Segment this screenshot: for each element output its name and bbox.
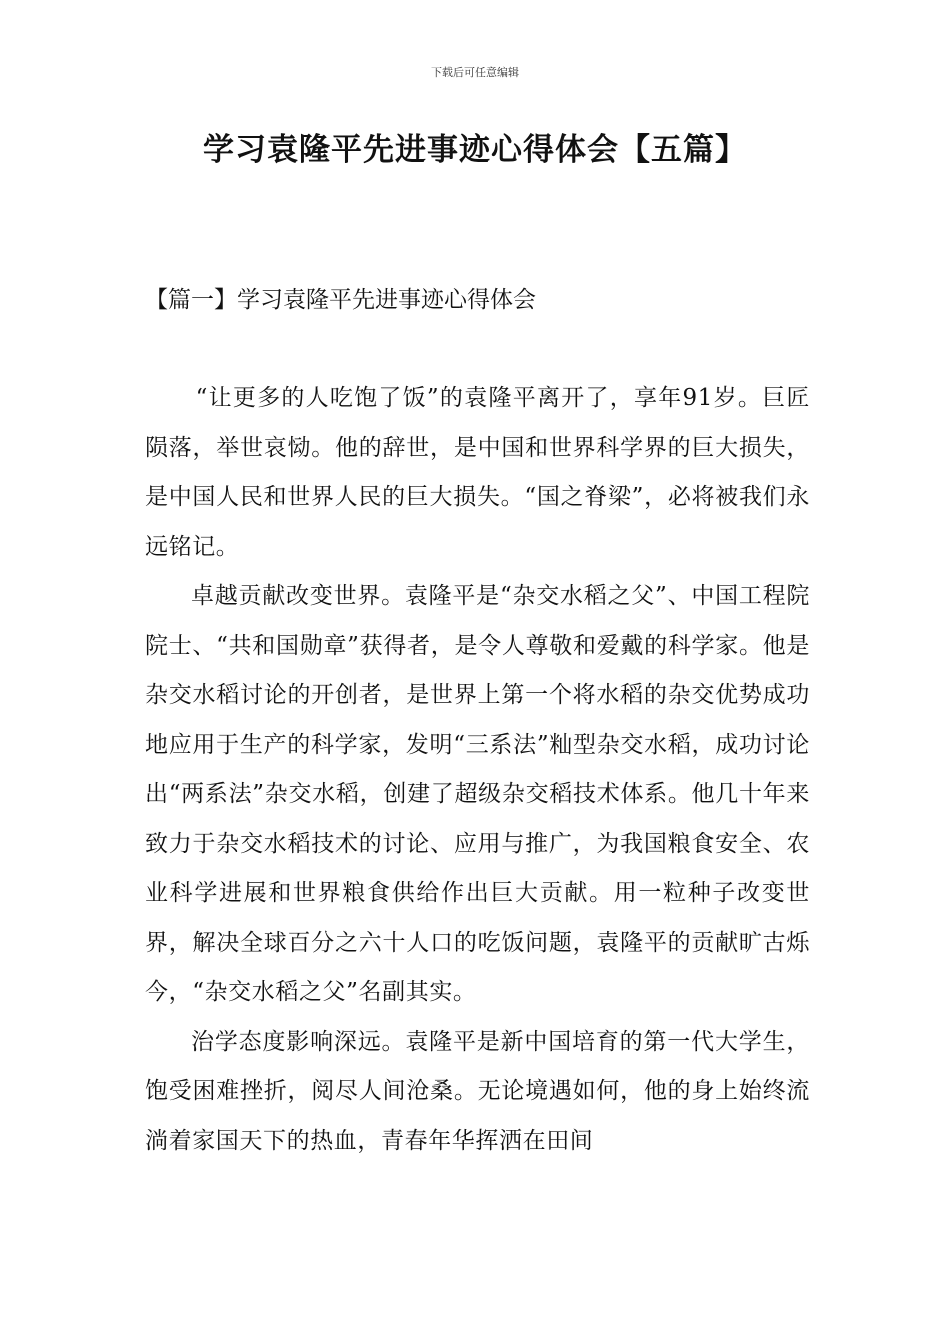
- document-title: 学习袁隆平先进事迹心得体会【五篇】: [203, 132, 747, 168]
- paragraph: 卓越贡献改变世界。袁隆平是“杂交水稻之父”、中国工程院院士、“共和国勋章”获得者，是令人尊敬和爱戴的科学家。他是杂交水稻讨论的开创者，是世界上第一个将水稻的杂交优势成功地应用于生产的科学家，发明“三系法”籼型杂交水稻，成功讨论出“两系法”杂交水稻，创建了超级杂交稻技术体系。他几十年来致力于杂交水稻技术的讨论、应用与推广，为我国粮食安全、农业科学进展和世界粮食供给作出巨大贡献。用一粒种子改变世界，解决全球百分之六十人口的吃饭问题，袁隆平的贡献旷古烁今，“杂交水稻之父”名副其实。: [145, 583, 810, 1005]
- header-note: 下载后可任意编辑: [431, 66, 519, 79]
- body-text: [145, 374, 810, 1166]
- section-heading: 【篇一】学习袁隆平先进事迹心得体会: [145, 287, 536, 313]
- paragraph: 治学态度影响深远。袁隆平是新中国培育的第一代大学生，饱受困难挫折，阅尽人间沧桑。无论境遇如何，他的身上始终流淌着家国天下的热血，青春年华挥洒在田间: [145, 1028, 810, 1154]
- paragraph: “让更多的人吃饱了饭”的袁隆平离开了，享年91岁。巨匠陨落，举世哀恸。他的辞世，是中国和世界科学界的巨大损失，是中国人民和世界人民的巨大损失。“国之脊梁”，必将被我们永远铭记。: [145, 385, 810, 560]
